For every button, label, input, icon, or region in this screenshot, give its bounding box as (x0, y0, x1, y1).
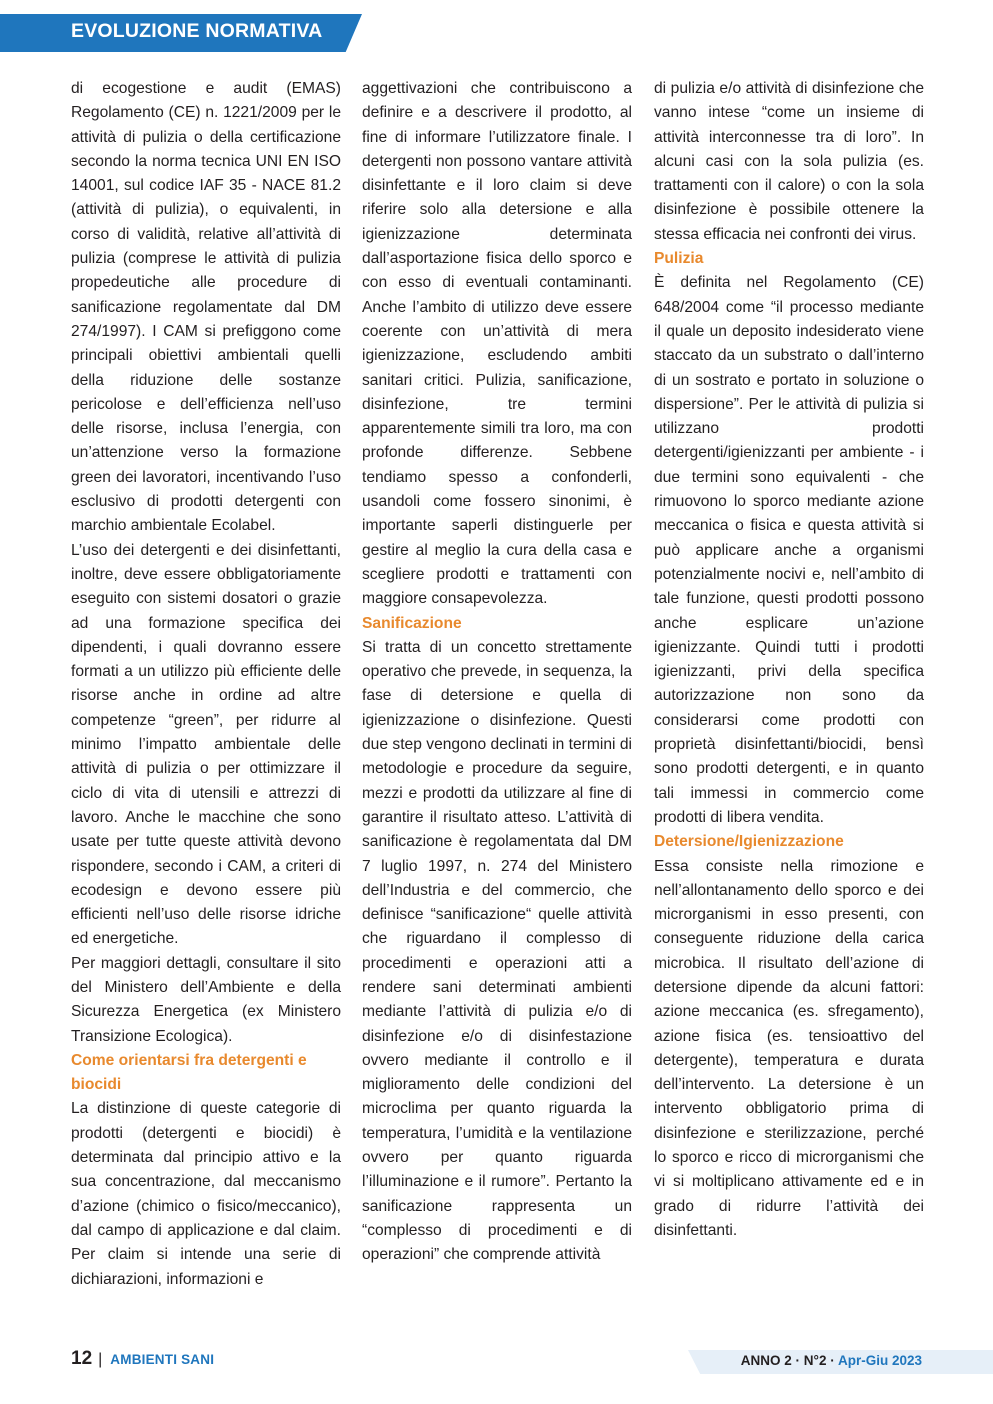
paragraph: aggettivazioni che contribuiscono a definire e a descrivere il prodotto, al fine di informare l’utilizzatore finale. I detergenti non possono vantare attività disinfettante e il loro claim si deve riferire solo alla detersione e alla igienizzazione determinata dall’asportazione fisica dello sporco e con esso di eventuali contaminanti. Anche l’ambito di utilizzo deve essere coerente con un’attività di mera igienizzazione, escludendo ambiti sanitari critici. Pulizia, sanificazione, disinfezione, tre termini apparentemente simili tra loro, ma con profonde differenze. Sebbene tendiamo spesso a confonderli, usandoli come fossero sinonimi, è importante saperli distinguerle per gestire al meglio la cura della casa e scegliere prodotti e trattamenti con maggiore consapevolezza. (362, 80, 632, 608)
paragraph: È definita nel Regolamento (CE) 648/2004 come “il processo mediante il quale un deposito indesiderato viene staccato da un substrato o dall’interno di un sostrato e portato in soluzione o dispersione”. Per le attività di pulizia si utilizzano prodotti detergenti/igienizzanti per ambiente - i due termini sono equivalenti - che rimuovono lo sporco mediante azione meccanica o fisica e questa attività si può applicare anche a organismi potenzialmente nocivi e, nell’ambito di tale funzione, questi prodotti possono anche esplicare un’azione igienizzante. Quindi tutti i prodotti igienizzanti, privi della specifica autorizzazione non sono da considerarsi come prodotti con proprietà disinfettanti/biocidi, bensì sono prodotti detergenti, e in quanto tali immessi in commercio come prodotti di libera vendita. (654, 274, 924, 826)
paragraph: Per maggiori dettagli, consultare il sito del Ministero dell’Ambiente e della Sicurezza Energetica (ex Ministero Transizione Ecologica). (71, 954, 341, 1045)
paragraph: L’uso dei detergenti e dei disinfettanti, inoltre, deve essere obbligatoriamente eseguito con sistemi dosatori o grazie ad una formazione specifica dei dipendenti, i quali dovranno essere formati a un utilizzo più efficiente delle risorse anche in ordine ad altre competenze “green”, per ridurre al minimo l’impatto ambientale delle attività di pulizia o per ottimizzare il ciclo di vita di utensili e attrezzi di lavoro. Anche le macchine che sono usate per tutte queste attività devono rispondere, secondo i CAM, a criteri di ecodesign e devono essere più efficienti nell’uso delle risorse idriche ed energetiche. (71, 541, 341, 948)
page-number: 12 (71, 1348, 93, 1369)
paragraph: di pulizia e/o attività di disinfezione che vanno intese “come un insieme di attività interconnesse tra di loro”. In alcuni casi con la sola pulizia (es. trattamenti con il calore) o con la sola disinfezione è possibile ottenere la stessa efficacia nei confronti dei virus. (654, 80, 924, 243)
footer-separator: | (98, 1351, 103, 1368)
issue-info (741, 1353, 922, 1368)
heading-detersione-igienizzazione: Detersione/Igienizzazione (654, 833, 844, 851)
paragraph: di ecogestione e audit (EMAS) Regolamento (CE) n. 1221/2009 per le attività di pulizia o della certificazione secondo la norma tecnica UNI EN ISO 14001, sul codice IAF 35 - NACE 81.2 (attività di pulizia), o equivalenti, in corso di validità, relative all’attività di pulizia (comprese le attività di pulizia propedeutiche alle procedure di sanificazione regolamentate dal DM 274/1997). I CAM si prefiggono come principali obiettivi ambientali quelli della riduzione delle sostanze pericolose e dell’efficienza nell’uso delle risorse, inclusa l’energia, con un’attenzione verso la formazione green dei lavoratori, incentivando l’uso esclusivo di prodotti detergenti con marchio ambientale Ecolabel. (71, 80, 341, 535)
heading-pulizia: Pulizia (654, 250, 704, 268)
paragraph: La distinzione di queste categorie di prodotti (detergenti e biocidi) è determinata dal principio attivo e la sua concentrazione, dal meccanismo d’azione (chimico o fisico/meccanico), dal campo di applicazione e dal claim. Per claim si intende una serie di dichiarazioni, informazioni e (71, 1100, 341, 1288)
heading-sanificazione: Sanificazione (362, 614, 462, 632)
magazine-name: AMBIENTI SANI (110, 1352, 215, 1367)
section-title: EVOLUZIONE NORMATIVA (71, 20, 323, 42)
column-1 (71, 77, 341, 1292)
paragraph: Si tratta di un concetto strettamente operativo che prevede, in sequenza, la fase di detersione e quella di igienizzazione o disinfezione. Questi due step vengono declinati in termini di metodologie e procedure da seguire, mezzi e prodotti da utilizzare al fine di garantire il risultato atteso. L’attività di sanificazione è regolamentata dal DM 7 luglio 1997, n. 274 del Ministero dell’Industria e del commercio, che definisce “sanificazione“ quelle attività che riguardano il complesso di procedimenti e operazioni atti a rendere sani determinati ambienti mediante l’attività di pulizia e/o di disinfezione e/o di disinfestazione ovvero mediante il controllo e il miglioramento delle condizioni del microclima per quanto riguarda la temperatura, l’umidità e la ventilazione ovvero per quanto riguarda l’illuminazione e il rumore”. Pertanto la sanificazione rappresenta un “complesso di procedimenti e di operazioni” che comprende attività (362, 638, 632, 1264)
footer-left (71, 1348, 214, 1370)
paragraph: Essa consiste nella rimozione e nell’allontanamento dello sporco e dei microrganismi in esso presenti, con conseguente riduzione della carica microbica. Il risultato dell’azione di detersione dipende da alcuni fattori: azione meccanica (es. sfregamento), azione fisica (es. tensioattivo del detergente), temperatura e durata dell’intervento. La detersione è un intervento obbligatorio prima di disinfezione e sterilizzazione, perché lo sporco e ricco di microrganismi che vi si moltiplicano attivamente ed e in grado di ridurre l’attività dei disinfettanti. (654, 857, 924, 1239)
issue-period: Apr-Giu 2023 (837, 1353, 922, 1368)
column-3 (654, 77, 924, 1243)
heading-detergenti-biocidi: Come orientarsi fra detergenti e biocidi (71, 1051, 307, 1094)
column-2 (362, 77, 632, 1268)
issue-number: ANNO 2 · N°2 · (740, 1353, 838, 1368)
